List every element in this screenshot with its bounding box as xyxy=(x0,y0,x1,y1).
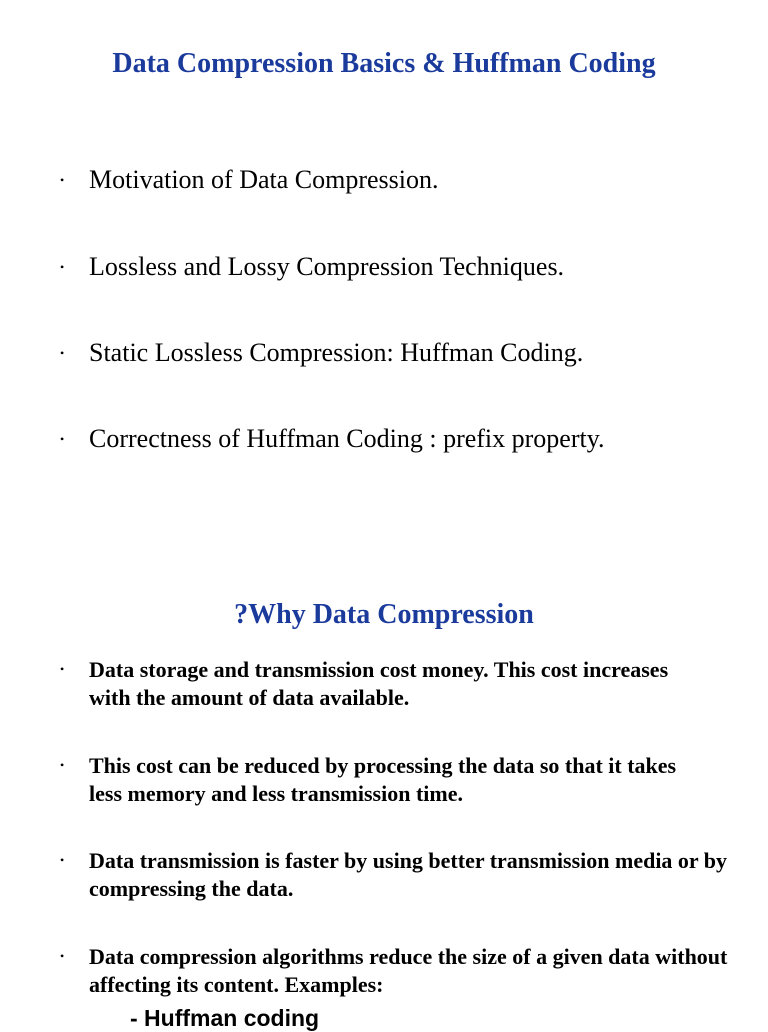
slide-bullet-item: Motivation of Data Compression. xyxy=(89,165,439,194)
slide-bullet-item: Data compression algorithms reduce the size of a given data without affecting its content. Examples: xyxy=(89,944,728,997)
bullet-marker: • xyxy=(60,853,65,867)
slide-bullet-item: Correctness of Huffman Coding : prefix property. xyxy=(89,424,605,453)
slide-bullet-item: Lossless and Lossy Compression Techniques. xyxy=(89,252,565,281)
slide-bullet-item: Static Lossless Compression: Huffman Coding. xyxy=(89,338,584,367)
bullet-marker: • xyxy=(60,432,65,446)
slide-bullet-item: This cost can be reduced by processing the data so that it takes less memory and less transmission time. xyxy=(89,753,677,806)
bullet-marker: • xyxy=(60,173,65,187)
slide-bullet-item: Data transmission is faster by using better transmission media or by compressing the data. xyxy=(89,848,728,901)
bullet-marker: • xyxy=(60,346,65,360)
bullet-marker: • xyxy=(60,949,65,963)
bullet-marker: • xyxy=(60,758,65,772)
slide-bullet-item: Data storage and transmission cost money. This cost increases with the amount of data available. xyxy=(89,657,669,710)
slide-title: Data Compression Basics & Huffman Coding xyxy=(112,48,656,79)
bullet-marker: • xyxy=(60,260,65,274)
slide-title: ?Why Data Compression xyxy=(234,599,534,630)
bullet-marker: • xyxy=(60,662,65,676)
slide-sub-item: - Huffman coding xyxy=(130,1005,320,1031)
